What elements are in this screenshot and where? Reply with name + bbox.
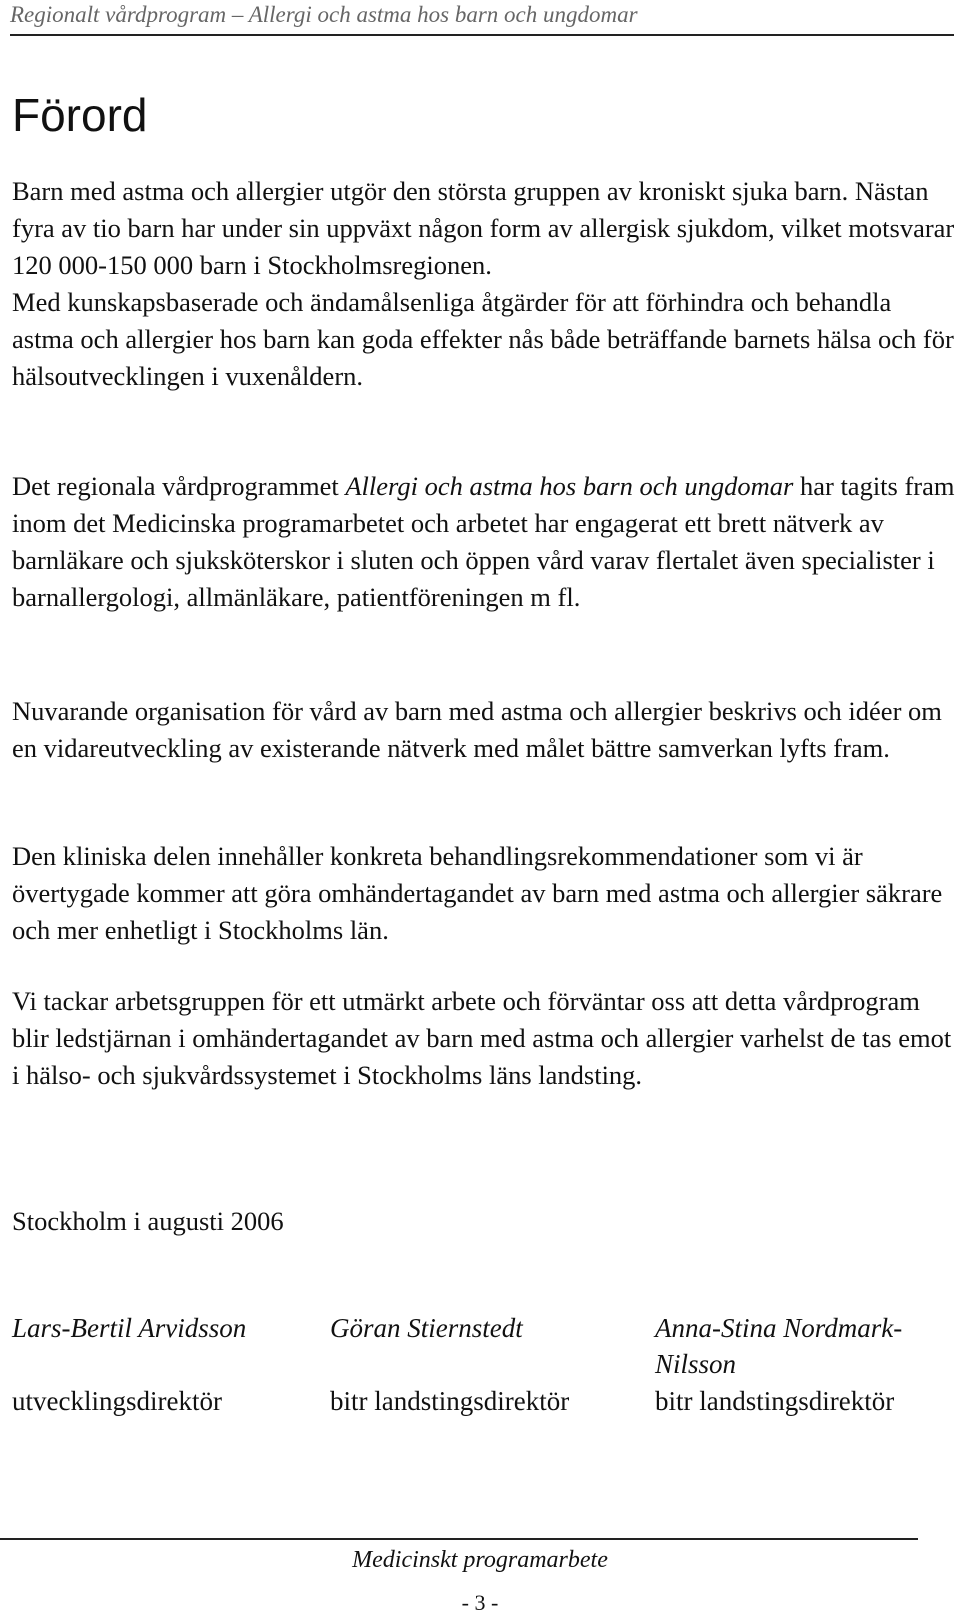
signature-name: Göran Stiernstedt <box>330 1313 523 1343</box>
date-line: Stockholm i augusti 2006 <box>12 1206 284 1236</box>
paragraph-program-start: Det regionala vårdprogrammet <box>12 471 346 501</box>
signature-title: bitr landstingsdirektör <box>330 1386 570 1416</box>
page-title: Förord <box>12 89 148 141</box>
paragraph-intro-part1: Barn med astma och allergier utgör den största gruppen av kroniskt sjuka barn. Nästan fyra av tio barn har under sin uppväxt någon form av allergisk sjukdom, vilket motsvarar 120 000-150 000 barn i Stockholmsregionen. <box>12 176 955 280</box>
footer-text: Medicinskt programarbete <box>352 1547 608 1573</box>
program-title: Allergi och astma hos barn och ungdomar <box>345 471 794 501</box>
paragraph-organisation: Nuvarande organisation för vård av barn med astma och allergier beskrivs och idéer om en vidareutveckling av existerande nätverk med målet bättre samverkan lyfts fram. <box>12 696 942 763</box>
signature-name: Lars-Bertil Arvidsson <box>12 1313 247 1343</box>
paragraph-intro-part2: Med kunskapsbaserade och ändamålsenliga åtgärder för att förhindra och behandla astma och allergier hos barn kan goda effekter nås både beträffande barnets hälsa och för hälsoutvecklingen i vuxenåldern. <box>12 287 954 391</box>
paragraph-program-end: har tagits fram inom det Medicinska programarbetet och arbetet har engagerat ett brett nätverk av barnläkare och sjuksköterskor i sluten och öppen vård varav flertalet även specialister i barnallergologi, allmänläkare, patientföreningen m fl. <box>12 471 955 612</box>
paragraph-intro <box>12 173 956 395</box>
signature-title: utvecklingsdirektör <box>12 1386 222 1416</box>
paragraph-clinical: Den kliniska delen innehåller konkreta behandlingsrekommendationer som vi är övertygade kommer att göra omhändertagandet av barn med astma och allergier säkrare och mer enhetligt i Stockholms län. <box>12 841 943 945</box>
signature-title: bitr landstingsdirektör <box>655 1386 895 1416</box>
footer-divider <box>0 1538 918 1540</box>
header-title: Regionalt vårdprogram – Allergi och astma hos barn och ungdomar <box>10 2 638 27</box>
paragraph-program <box>12 468 956 616</box>
paragraph-thanks: Vi tackar arbetsgruppen för ett utmärkt arbete och förväntar oss att detta vårdprogram blir ledstjärnan i omhändertagandet av barn med astma och allergier varhelst de tas emot i hälso- och sjukvårdssystemet i Stockholms läns landsting. <box>12 986 952 1090</box>
page-number: - 3 - <box>461 1590 499 1615</box>
signature-name: Anna-Stina Nordmark-Nilsson <box>655 1313 903 1379</box>
page-header <box>10 0 954 36</box>
